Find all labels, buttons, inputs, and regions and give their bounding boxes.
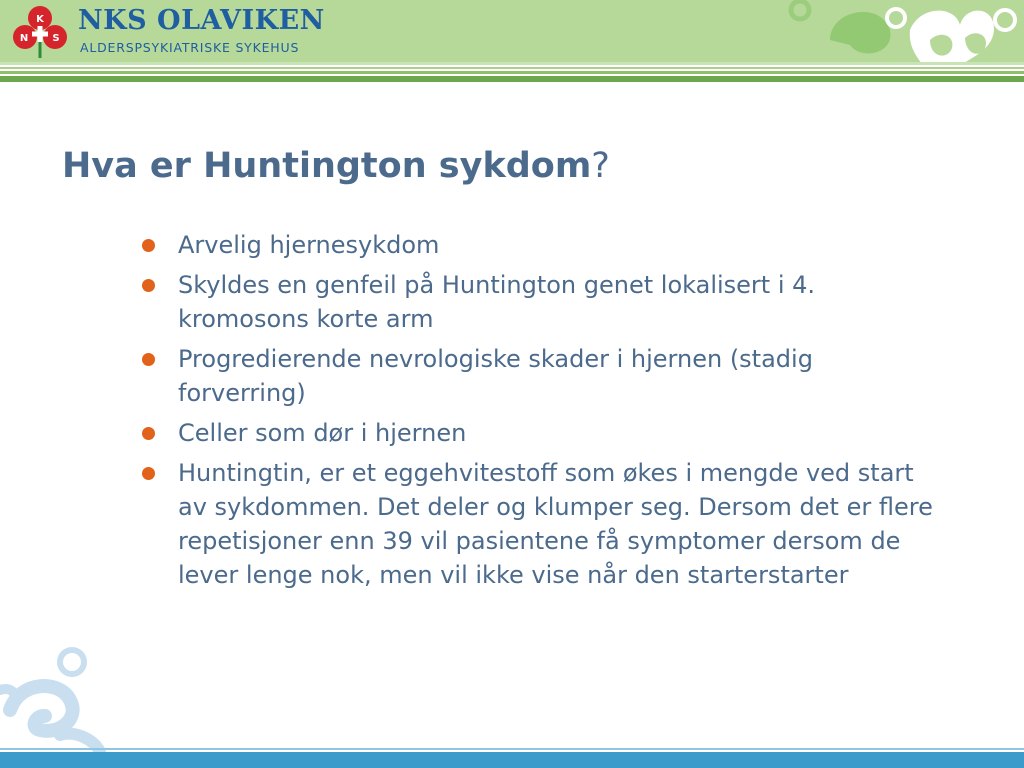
bullet-item bbox=[136, 268, 936, 336]
bullet-text: Huntingtin, er et eggehvitestoff som økes i mengde ved start av sykdommen. Det deler og klumper seg. Dersom det er flere repetisjoner enn 39 vil pasientene få symptomer dersom de lever lenge nok, men vil ikke vise når den starterstarter bbox=[178, 459, 933, 589]
slide-title bbox=[62, 146, 610, 186]
bullet-dot-icon bbox=[142, 239, 155, 252]
logo-letter-right: S bbox=[52, 33, 60, 44]
bullet-text: Celler som dør i hjernen bbox=[178, 419, 467, 447]
org-subtitle: ALDERSPSYKIATRISKE SYKEHUS bbox=[80, 40, 300, 55]
bullet-text: Progredierende nevrologiske skader i hjernen (stadig forverring) bbox=[178, 345, 813, 407]
bullet-list bbox=[136, 228, 936, 598]
clover-cross-icon bbox=[10, 4, 70, 60]
org-name: NKS OLAVIKEN bbox=[78, 5, 325, 36]
footer-band bbox=[0, 752, 1024, 768]
header-stripes bbox=[0, 62, 1024, 82]
bullet-item bbox=[136, 228, 936, 262]
slide-title-suffix: ? bbox=[591, 146, 610, 186]
bullet-dot-icon bbox=[142, 279, 155, 292]
bullet-text: Skyldes en genfeil på Huntington genet lokalisert i 4. kromosons korte arm bbox=[178, 271, 816, 333]
logo-letter-top: K bbox=[36, 14, 44, 25]
bullet-text: Arvelig hjernesykdom bbox=[178, 231, 440, 259]
bullet-item bbox=[136, 342, 936, 410]
slide-title-main: Hva er Huntington sykdom bbox=[62, 146, 592, 186]
decorative-figure-icon bbox=[0, 640, 120, 752]
bullet-item bbox=[136, 456, 936, 592]
header-band bbox=[0, 0, 1024, 62]
logo-letter-left: N bbox=[19, 33, 29, 44]
bullet-dot-icon bbox=[142, 467, 155, 480]
footer-line bbox=[0, 748, 1024, 750]
bullet-dot-icon bbox=[142, 427, 155, 440]
bullet-dot-icon bbox=[142, 353, 155, 366]
bullet-item bbox=[136, 416, 936, 450]
